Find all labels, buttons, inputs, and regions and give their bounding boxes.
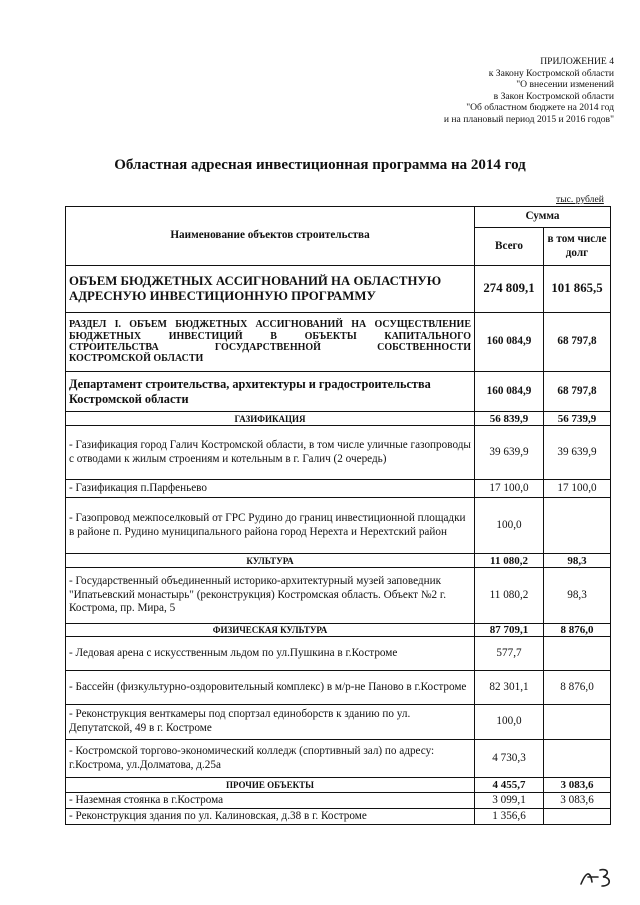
category-label-gas: ГАЗИФИКАЦИЯ [66, 412, 475, 426]
category-row-culture [66, 554, 611, 568]
department-debt: 68 797,8 [544, 372, 611, 412]
appendix-header [294, 56, 614, 126]
object-name: - Газификация п.Парфеньево [66, 480, 475, 498]
object-name: - Костромской торгово-экономический колледж (спортивный зал) по адресу: г.Кострома, ул.Долматова, д.25а [66, 740, 475, 778]
grand-total-name: ОБЪЕМ БЮДЖЕТНЫХ АССИГНОВАНИЙ НА ОБЛАСТНУЮ АДРЕСНУЮ ИНВЕСТИЦИОННУЮ ПРОГРАММУ [66, 266, 475, 313]
table-row [66, 793, 611, 809]
object-name: - Ледовая арена с искусственным льдом по ул.Пушкина в г.Костроме [66, 637, 475, 671]
section-line: РАЗДЕЛ I. ОБЪЕМ БЮДЖЕТНЫХ АССИГНОВАНИЙ НА ОСУЩЕСТВЛЕНИЕ [69, 319, 471, 331]
table-row [66, 426, 611, 480]
object-debt [544, 637, 611, 671]
department-all: 160 084,9 [475, 372, 544, 412]
object-debt: 17 100,0 [544, 480, 611, 498]
object-debt: 8 876,0 [544, 671, 611, 705]
object-name: - Государственный объединенный историко-архитектурный музей заповедник "Ипатьевский монастырь" (реконструкция) Костромская область. Объект №2 г. Кострома, пр. Мира, 5 [66, 568, 475, 624]
category-debt-gas: 56 739,9 [544, 412, 611, 426]
category-debt-culture: 98,3 [544, 554, 611, 568]
grand-total-all: 274 809,1 [475, 266, 544, 313]
units-label: тыс. рублей [556, 194, 604, 205]
investment-program-table [65, 206, 611, 825]
table-row [66, 480, 611, 498]
category-all-culture: 11 080,2 [475, 554, 544, 568]
object-all: 39 639,9 [475, 426, 544, 480]
section-line: КОСТРОМСКОЙ ОБЛАСТИ [69, 353, 204, 365]
section-line: СТРОИТЕЛЬСТВА ГОСУДАРСТВЕННОЙ СОБСТВЕННОСТИ [69, 342, 471, 353]
section-debt: 68 797,8 [544, 313, 611, 372]
appendix-line: в Закон Костромской области [493, 90, 614, 102]
section-row [66, 313, 611, 372]
category-all-other: 4 455,7 [475, 778, 544, 793]
table-row [66, 637, 611, 671]
object-name: - Газопровод межпоселковый от ГРС Рудино до границ инвестиционной площадки в районе п. Рудино муниципального района город Нерехта и Нерехтский район [66, 498, 475, 554]
object-debt: 3 083,6 [544, 793, 611, 809]
category-all-sport: 87 709,1 [475, 624, 544, 637]
appendix-line: ПРИЛОЖЕНИЕ 4 [540, 56, 614, 67]
column-header-name: Наименование объектов строительства [66, 207, 475, 266]
object-all: 82 301,1 [475, 671, 544, 705]
object-all: 100,0 [475, 705, 544, 740]
table-row [66, 498, 611, 554]
appendix-line: "Об областном бюджете на 2014 год [466, 102, 614, 114]
object-debt [544, 498, 611, 554]
handwritten-signature [578, 864, 618, 890]
grand-total-row [66, 266, 611, 313]
category-row-other [66, 778, 611, 793]
category-debt-sport: 8 876,0 [544, 624, 611, 637]
object-debt [544, 705, 611, 740]
object-name: - Реконструкция здания по ул. Калиновская, д.38 в г. Костроме [66, 809, 475, 825]
object-name: - Газификация город Галич Костромской области, в том числе уличные газопроводы с отводами к жилым строениям и котельным в г. Галич (2 очередь) [66, 426, 475, 480]
table-row [66, 809, 611, 825]
object-all: 577,7 [475, 637, 544, 671]
object-debt [544, 809, 611, 825]
column-header-sum: Сумма [475, 207, 611, 228]
object-debt: 39 639,9 [544, 426, 611, 480]
category-row-sport [66, 624, 611, 637]
grand-total-debt: 101 865,5 [544, 266, 611, 313]
appendix-line: и на плановый период 2015 и 2016 годов" [443, 113, 614, 125]
category-label-sport: ФИЗИЧЕСКАЯ КУЛЬТУРА [66, 624, 475, 637]
category-label-other: ПРОЧИЕ ОБЪЕКТЫ [66, 778, 475, 793]
object-debt [544, 740, 611, 778]
table-row [66, 568, 611, 624]
object-all: 1 356,6 [475, 809, 544, 825]
table-row [66, 705, 611, 740]
department-name: Департамент строительства, архитектуры и градостроительства Костромской области [66, 372, 475, 412]
table-header-row [66, 207, 611, 228]
object-all: 17 100,0 [475, 480, 544, 498]
section-all: 160 084,9 [475, 313, 544, 372]
appendix-line: "О внесении изменений [516, 79, 614, 91]
column-header-total: Всего [475, 228, 544, 266]
object-debt: 98,3 [544, 568, 611, 624]
object-all: 100,0 [475, 498, 544, 554]
document-title: Областная адресная инвестиционная программа на 2014 год [114, 157, 526, 173]
object-all: 3 099,1 [475, 793, 544, 809]
section-name [66, 313, 475, 372]
object-name: - Реконструкция венткамеры под спортзал единоборств к зданию по ул. Депутатской, 49 в г. Костроме [66, 705, 475, 740]
category-all-gas: 56 839,9 [475, 412, 544, 426]
category-label-culture: КУЛЬТУРА [66, 554, 475, 568]
table-row [66, 740, 611, 778]
section-line: БЮДЖЕТНЫХ ИНВЕСТИЦИЙ В ОБЪЕКТЫ КАПИТАЛЬНОГО [69, 330, 471, 342]
category-row-gas [66, 412, 611, 426]
object-all: 11 080,2 [475, 568, 544, 624]
category-debt-other: 3 083,6 [544, 778, 611, 793]
table-row [66, 671, 611, 705]
object-name: - Бассейн (физкультурно-оздоровительный комплекс) в м/р-не Паново в г.Костроме [66, 671, 475, 705]
appendix-line: к Закону Костромской области [488, 67, 614, 79]
object-name: - Наземная стоянка в г.Кострома [66, 793, 475, 809]
column-header-debt: в том числе долг [544, 228, 611, 266]
object-all: 4 730,3 [475, 740, 544, 778]
department-row [66, 372, 611, 412]
